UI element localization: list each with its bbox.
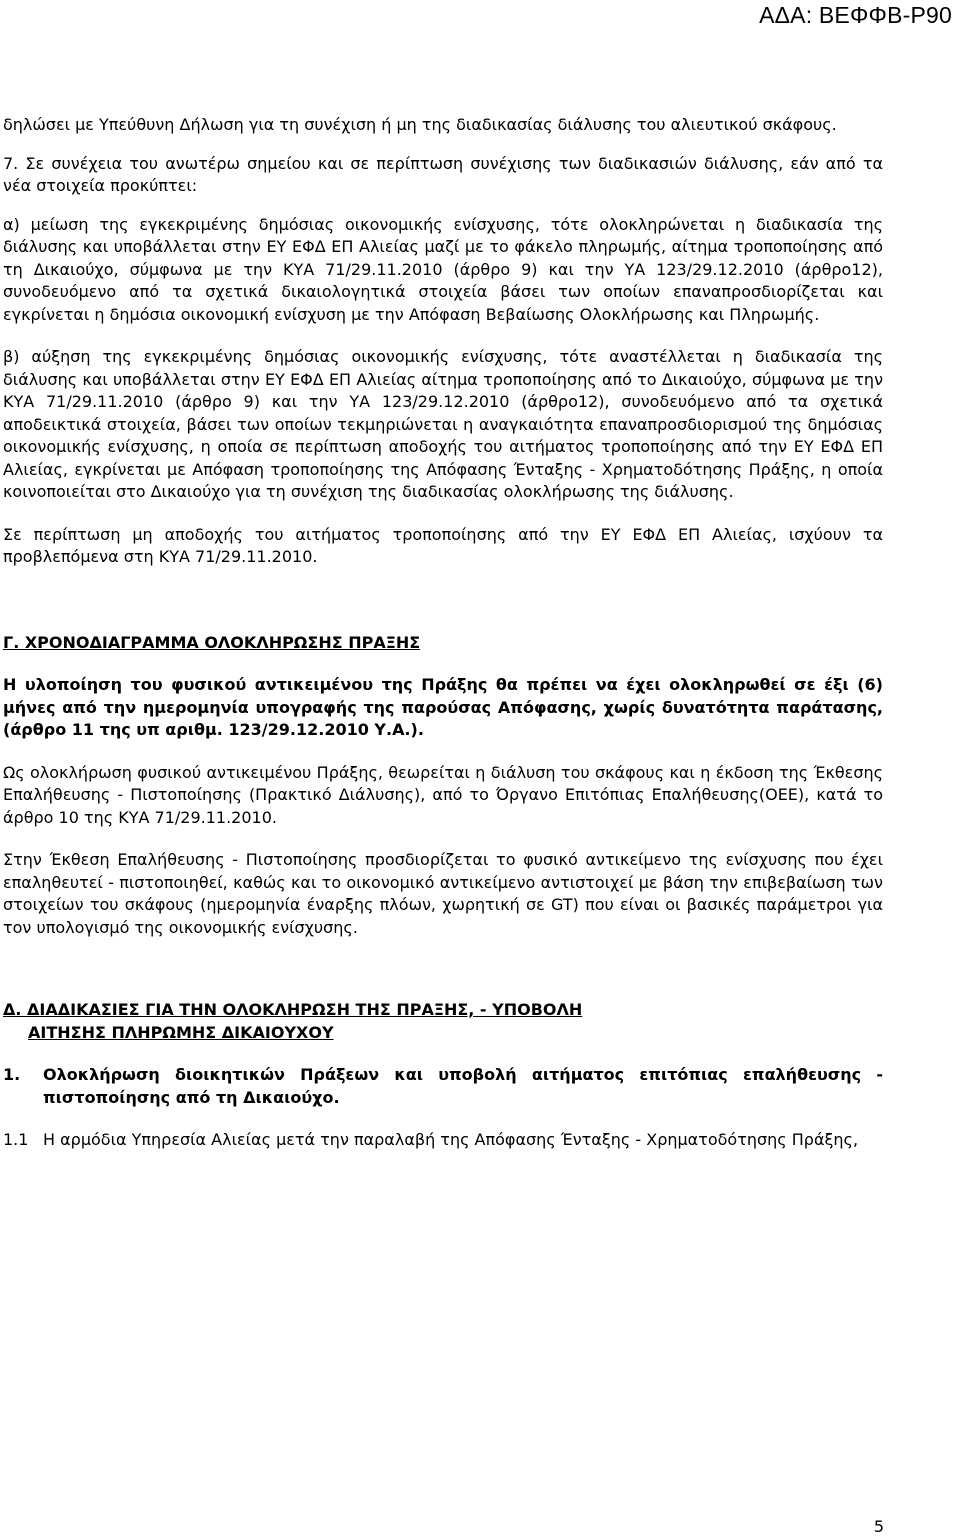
list-item-1-1 — [3, 1129, 883, 1152]
ada-code: ΑΔΑ: ΒΕΦΦΒ-Ρ90 — [759, 2, 952, 28]
section-heading-g: Γ. ΧΡΟΝΟΔΙΑΓΡΑΜΜΑ ΟΛΟΚΛΗΡΩΣΗΣ ΠΡΑΞΗΣ — [3, 632, 421, 652]
paragraph-point-7: 7. Σε συνέχεια του ανωτέρω σημείου και σε περίπτωση συνέχισης των διαδικασιών διάλυσης, εάν από τα νέα στοιχεία προκύπτει: — [3, 153, 883, 195]
paragraph-completion-definition: Ως ολοκλήρωση φυσικού αντικειμένου Πράξης, θεωρείται η διάλυση του σκάφους και η έκδοση της Έκθεσης Επαλήθευσης - Πιστοποίησης (Πρακτικό Διάλυσης), από το Όργανο Επιτόπιας Επαλήθευσης(ΟΕΕ), κατά το άρθρο 10 της ΚΥΑ 71/29.11.2010. — [3, 762, 883, 827]
page-number: 5 — [873, 1517, 884, 1536]
section-heading-d — [3, 999, 883, 1044]
list-item-number: 1. — [3, 1065, 21, 1084]
list-item-1 — [3, 1064, 883, 1109]
paragraph-non-acceptance: Σε περίπτωση μη αποδοχής του αιτήματος τροποποίησης από την ΕΥ ΕΦΔ ΕΠ Αλιείας, ισχύουν τα προβλεπόμενα στη ΚΥΑ 71/29.11.2010. — [3, 524, 883, 566]
paragraph-declaration: δηλώσει με Υπεύθυνη Δήλωση για τη συνέχιση ή μη της διαδικασίας διάλυσης του αλιευτικού σκάφους. — [3, 115, 837, 134]
paragraph-completion-deadline: Η υλοποίηση του φυσικού αντικειμένου της Πράξης θα πρέπει να έχει ολοκληρωθεί σε έξι (6) μήνες από την ημερομηνία υπογραφής της παρούσας Απόφασης, χωρίς δυνατότητα παράτασης, (άρθρο 11 της υπ αριθμ. 123/29.12.2010 Υ.Α.). — [3, 675, 883, 739]
section-heading-d-line2: ΑΙΤΗΣΗΣ ΠΛΗΡΩΜΗΣ ΔΙΚΑΙΟΥΧΟΥ — [28, 1022, 334, 1042]
paragraph-verification-report: Στην Έκθεση Επαλήθευσης - Πιστοποίησης προσδιορίζεται το φυσικό αντικείμενο της ενίσχυσης που έχει επαληθευτεί - πιστοποιηθεί, καθώς και το οικονομικό αντικείμενο αντιστοιχεί με βάση την επιβεβαίωση των στοιχείων του σκάφους (ημερομηνία έναρξης πλόων, χωρητική σε GT) που είναι οι βασικές παράμετροι για τον υπολογισμό της οικονομικής ενίσχυσης. — [3, 850, 883, 937]
document-body — [3, 114, 883, 1152]
paragraph-case-b: β) αύξηση της εγκεκριμένης δημόσιας οικονομικής ενίσχυσης, τότε αναστέλλεται η διαδικασία της διάλυσης και υποβάλλεται στην ΕΥ ΕΦΔ ΕΠ Αλιείας αίτημα τροποποίησης από το Δικαιούχο, σύμφωνα με την ΚΥΑ 71/29.11.2010 (άρθρο 9) και την ΥΑ 123/29.12.2010 (άρθρο12), συνοδευόμενο από τα σχετικά αποδεικτικά στοιχεία, βάσει των οποίων τεκμηριώνεται η αναγκαιότητα επαναπροσδιορισμού της δημόσιας οικονομικής ενίσχυσης, η οποία σε περίπτωση αποδοχής του αιτήματος τροποποίησης από την ΕΥ ΕΦΔ ΕΠ Αλιείας, εγκρίνεται με Απόφαση τροποποίησης της Απόφασης Ένταξης - Χρηματοδότησης Πράξης, η οποία κοινοποιείται στο Δικαιούχο για τη συνέχιση της διαδικασίας ολοκλήρωσης της διάλυσης. — [3, 347, 883, 501]
list-item-number: 1.1 — [3, 1130, 29, 1149]
list-item-text: Η αρμόδια Υπηρεσία Αλιείας μετά την παραλαβή της Απόφασης Ένταξης - Χρηματοδότησης Πράξης, — [43, 1130, 859, 1149]
section-heading-d-line1: Δ. ΔΙΑΔΙΚΑΣΙΕΣ ΓΙΑ ΤΗΝ ΟΛΟΚΛΗΡΩΣΗ ΤΗΣ ΠΡΑΞΗΣ, - ΥΠΟΒΟΛΗ — [3, 1000, 583, 1019]
paragraph-case-a: α) μείωση της εγκεκριμένης δημόσιας οικονομικής ενίσχυσης, τότε ολοκληρώνεται η διαδικασία της διάλυσης και υποβάλλεται στην ΕΥ ΕΦΔ ΕΠ Αλιείας μαζί με το φάκελο πληρωμής, αίτημα τροποποίησης από τη Δικαιούχο, σύμφωνα με την ΚΥΑ 71/29.11.2010 (άρθρο 9) και την ΥΑ 123/29.12.2010 (άρθρο12), συνοδευόμενο από τα σχετικά δικαιολογητικά στοιχεία βάσει των οποίων επαναπροσδιορίζεται και εγκρίνεται η δημόσια οικονομική ενίσχυση με την Απόφαση Βεβαίωσης Ολοκλήρωσης και Πληρωμής. — [3, 214, 883, 324]
list-item-text: Ολοκλήρωση διοικητικών Πράξεων και υποβολή αιτήματος επιτόπιας επαλήθευσης - πιστοποίησης από τη Δικαιούχο. — [43, 1065, 883, 1107]
